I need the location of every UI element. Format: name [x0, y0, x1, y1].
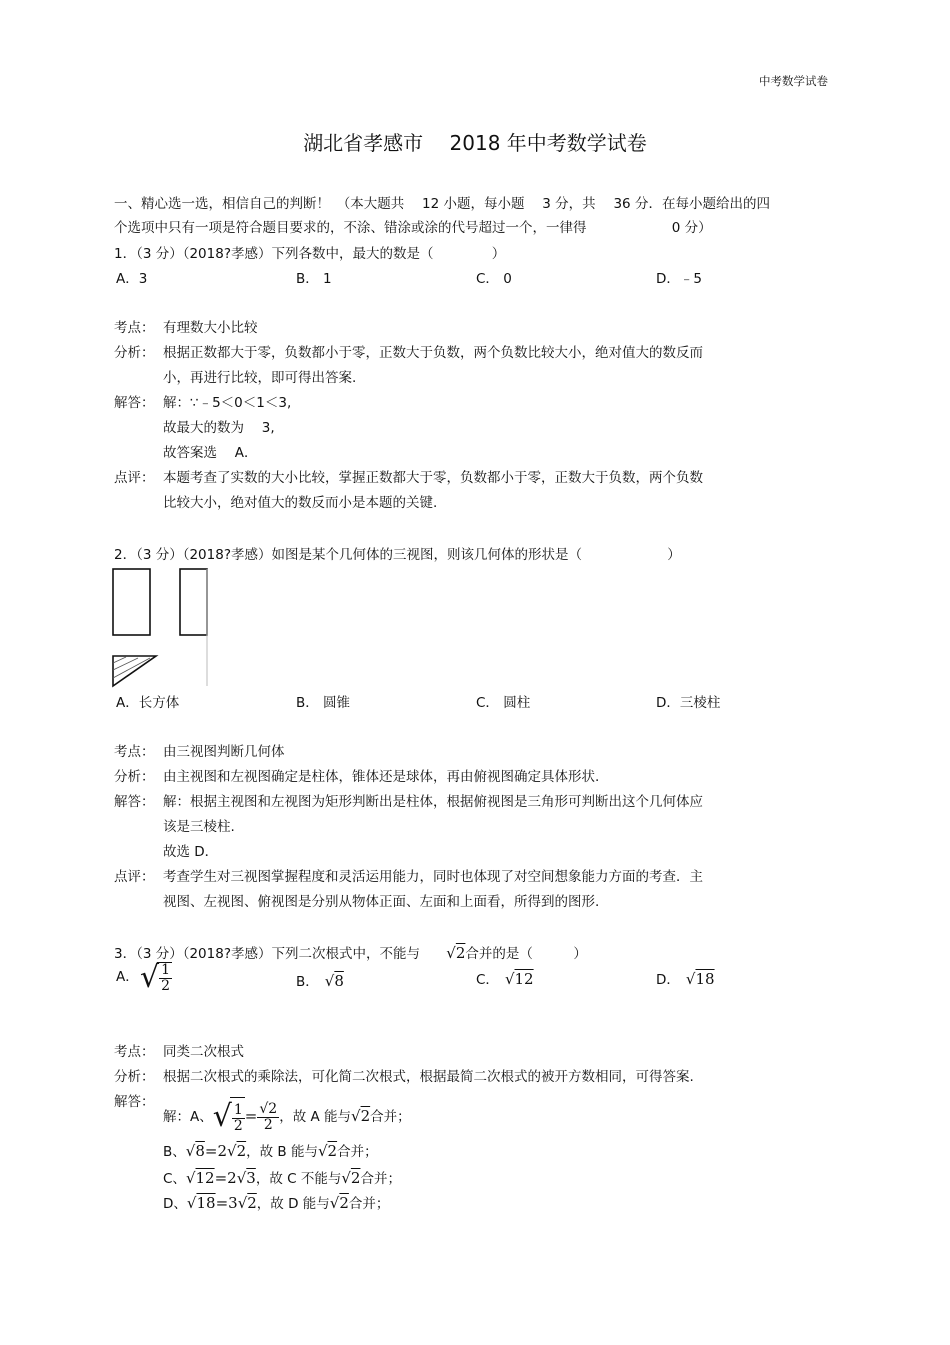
q1-option-d: D．﹣5 [656, 271, 702, 287]
q2-dianping-line1: 考查学生对三视图掌握程度和灵活运用能力，同时也体现了对空间想象能力方面的考查．主 [163, 869, 703, 885]
q2-fenxi: 由主视图和左视图确定是柱体，锥体还是球体，再由俯视图确定具体形状. [163, 769, 600, 785]
q3-option-b: B． √8 [296, 972, 344, 990]
q3-jieda-label: 解答： [114, 1094, 155, 1110]
q1-option-b: B． 1 [296, 271, 332, 287]
q1-fenxi-label: 分析： [114, 345, 155, 361]
top-view-triangle [113, 656, 156, 686]
q3-option-a-label: A． [116, 969, 139, 985]
q2-jieda-line2: 该是三棱柱. [163, 819, 235, 835]
running-header: 中考数学试卷 [759, 74, 828, 88]
q3-kaodian-label: 考点： [114, 1044, 155, 1060]
q1-jieda-line1: 解：∵﹣5＜0＜1＜3, [163, 395, 292, 411]
q1-jieda-line3: 故答案选 A． [163, 445, 258, 461]
q1-dianping-label: 点评： [114, 470, 155, 486]
q1-kaodian: 有理数大小比较 [163, 320, 258, 336]
sqrt2-radical: √2 [446, 944, 466, 962]
q2-option-c: C． 圆柱 [476, 695, 531, 711]
q3-kaodian: 同类二次根式 [163, 1044, 244, 1060]
front-view-rect [113, 569, 150, 635]
q3-fenxi: 根据二次根式的乘除法，可化简二次根式，根据最简二次根式的被开方数相同，可得答案. [163, 1069, 694, 1085]
q3-solution-b: B、√8=2√2，故 B 能与√2合并； [163, 1142, 378, 1160]
page-title: 湖北省孝感市 2018 年中考数学试卷 [303, 131, 647, 155]
q2-jieda-line3: 故选 D． [163, 844, 219, 860]
q3-option-d: D． √18 [656, 970, 715, 988]
q1-kaodian-label: 考点： [114, 320, 155, 336]
q2-option-b: B． 圆锥 [296, 695, 351, 711]
q2-stem: 2．（3 分）（2018?孝感）如图是某个几何体的三视图，则该几何体的形状是（ ） [114, 547, 681, 563]
q2-jieda-line1: 解：根据主视图和左视图为矩形判断出是柱体，根据俯视图是三角形可判断出这个几何体应 [163, 794, 703, 810]
q1-option-c: C． 0 [476, 271, 512, 287]
q3-solution-d: D、√18=3√2，故 D 能与√2合并； [163, 1194, 390, 1212]
q1-jieda-label: 解答： [114, 395, 155, 411]
three-view-figure [110, 566, 210, 690]
q1-dianping-line1: 本题考查了实数的大小比较，掌握正数都大于零，负数都小于零，正数大于负数，两个负数 [163, 470, 703, 486]
q2-option-a: A．长方体 [116, 695, 180, 711]
q2-jieda-label: 解答： [114, 794, 155, 810]
q1-jieda-line2: 故最大的数为 3, [163, 420, 275, 436]
q2-fenxi-label: 分析： [114, 769, 155, 785]
q3-solution-c: C、√12=2√3，故 C 不能与√2合并； [163, 1169, 401, 1187]
section-intro-line2: 个选项中只有一项是符合题目要求的，不涂、错涂或涂的代号超过一个，一律得 0 分） [114, 220, 712, 236]
q1-option-a: A．3 [116, 271, 148, 287]
q2-kaodian: 由三视图判断几何体 [163, 744, 285, 760]
q3-option-c: C． √12 [476, 970, 534, 988]
q1-fenxi-line1: 根据正数都大于零，负数都小于零，正数大于负数，两个负数比较大小，绝对值大的数反而 [163, 345, 703, 361]
q3-option-a-expr: √ $\frac{1}{2}$ [140, 960, 171, 995]
q2-dianping-label: 点评： [114, 869, 155, 885]
q3-fenxi-label: 分析： [114, 1069, 155, 1085]
q1-dianping-line2: 比较大小，绝对值大的数反而小是本题的关键. [163, 495, 438, 511]
q2-option-d: D．三棱柱 [656, 695, 721, 711]
section-intro-line1: 一、精心选一选，相信自己的判断！ （本大题共 12 小题，每小题 3 分，共 36 分．在每小题给出的四 [114, 196, 770, 212]
q3-stem: 3．（3 分）（2018?孝感）下列二次根式中，不能与 √2合并的是（ ） [114, 944, 587, 962]
q1-fenxi-line2: 小，再进行比较，即可得出答案. [163, 370, 357, 386]
q1-stem: 1．（3 分）（2018?孝感）下列各数中，最大的数是（ ） [114, 246, 506, 262]
q2-dianping-line2: 视图、左视图、俯视图是分别从物体正面、左面和上面看，所得到的图形. [163, 894, 600, 910]
q3-solution-a: 解：A、 √ $\frac{1}{2}$ = $\frac{√2}{2}$ ，故 A 能与√2合并； [163, 1096, 411, 1138]
q2-kaodian-label: 考点： [114, 744, 155, 760]
side-view-rect [180, 569, 207, 635]
